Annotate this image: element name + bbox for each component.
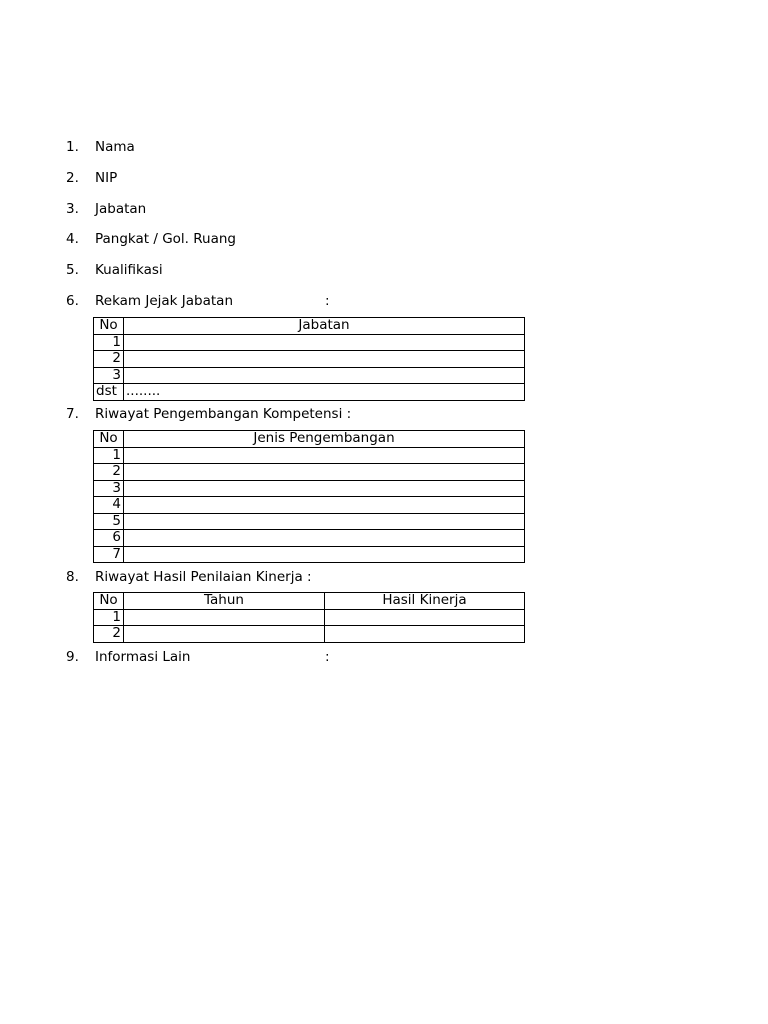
column-header: No xyxy=(94,431,124,448)
column-header: No xyxy=(94,593,124,610)
item-label: Rekam Jejak Jabatan xyxy=(95,293,234,309)
table-cell: 1 xyxy=(94,447,124,464)
table-cell: 1 xyxy=(94,609,124,626)
table-cell xyxy=(124,513,525,530)
item-number: 6. xyxy=(66,293,79,309)
table-row xyxy=(94,513,525,530)
table-cell: 2 xyxy=(94,464,124,481)
item-label: NIP xyxy=(95,170,118,186)
table-row xyxy=(94,609,525,626)
table-cell xyxy=(124,480,525,497)
table-cell xyxy=(124,351,525,368)
table-cell xyxy=(124,464,525,481)
column-header: Tahun xyxy=(124,593,325,610)
column-header: Hasil Kinerja xyxy=(325,593,525,610)
item-label: Riwayat Hasil Penilaian Kinerja : xyxy=(95,569,312,585)
item-label: Nama xyxy=(95,139,135,155)
table-cell: 3 xyxy=(94,480,124,497)
table-cell xyxy=(124,447,525,464)
table-cell: 4 xyxy=(94,497,124,514)
item-number: 2. xyxy=(66,170,79,186)
table-row xyxy=(94,480,525,497)
table-header-row xyxy=(94,593,525,610)
item-number: 8. xyxy=(66,569,79,585)
item-colon: : xyxy=(325,293,330,309)
table-row xyxy=(94,367,525,384)
table-row xyxy=(94,351,525,368)
item-number: 5. xyxy=(66,262,79,278)
table-kompetensi xyxy=(93,430,525,563)
table-row xyxy=(94,497,525,514)
table-kinerja xyxy=(93,592,525,643)
table-cell xyxy=(325,626,525,643)
table-cell xyxy=(124,609,325,626)
table-cell xyxy=(124,334,525,351)
table-cell: ........ xyxy=(124,384,525,401)
item-label: Informasi Lain xyxy=(95,649,191,665)
table-cell: 2 xyxy=(94,626,124,643)
column-header: Jenis Pengembangan xyxy=(124,431,525,448)
table-jabatan xyxy=(93,317,525,401)
table-cell: 5 xyxy=(94,513,124,530)
table-row xyxy=(94,334,525,351)
item-number: 9. xyxy=(66,649,79,665)
item-label: Kualifikasi xyxy=(95,262,163,278)
table-cell: 3 xyxy=(94,367,124,384)
table-row xyxy=(94,384,525,401)
table-row xyxy=(94,626,525,643)
item-number: 7. xyxy=(66,406,79,422)
table-cell: 6 xyxy=(94,530,124,547)
item-number: 3. xyxy=(66,201,79,217)
table-cell: 7 xyxy=(94,546,124,563)
item-label: Jabatan xyxy=(95,201,147,217)
column-header: No xyxy=(94,318,124,335)
table-cell xyxy=(124,626,325,643)
item-label: Pangkat / Gol. Ruang xyxy=(95,231,236,247)
table-cell xyxy=(124,530,525,547)
item-colon: : xyxy=(325,649,330,665)
table-row xyxy=(94,530,525,547)
table-header-row xyxy=(94,318,525,335)
table-cell: 1 xyxy=(94,334,124,351)
item-label: Riwayat Pengembangan Kompetensi : xyxy=(95,406,352,422)
table-cell xyxy=(124,546,525,563)
table-row xyxy=(94,447,525,464)
table-cell: dst xyxy=(94,384,124,401)
table-row xyxy=(94,546,525,563)
table-cell xyxy=(124,497,525,514)
table-row xyxy=(94,464,525,481)
column-header: Jabatan xyxy=(124,318,525,335)
table-cell xyxy=(325,609,525,626)
table-cell: 2 xyxy=(94,351,124,368)
table-header-row xyxy=(94,431,525,448)
item-number: 4. xyxy=(66,231,79,247)
table-cell xyxy=(124,367,525,384)
item-number: 1. xyxy=(66,139,79,155)
